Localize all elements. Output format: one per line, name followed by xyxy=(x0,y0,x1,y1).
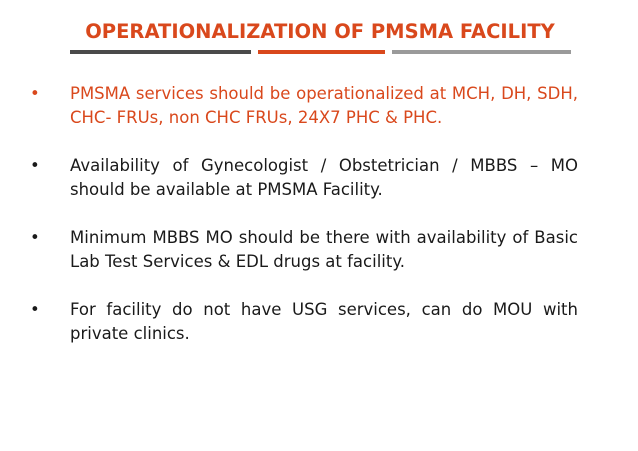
bullet-item xyxy=(30,82,578,130)
bullet-dot-icon: • xyxy=(30,228,40,247)
title-underline-gray xyxy=(392,50,571,54)
bullet-text: Minimum MBBS MO should be there with availability of Basic Lab Test Services & EDL drugs at facility. xyxy=(70,228,578,271)
bullet-dot-icon: • xyxy=(30,156,40,175)
title-underline-dark xyxy=(70,50,251,54)
bullet-dot-icon: • xyxy=(30,84,40,103)
slide-title: OPERATIONALIZATION OF PMSMA FACILITY xyxy=(85,20,555,43)
bullet-list xyxy=(30,82,578,370)
bullet-text: PMSMA services should be operationalized at MCH, DH, SDH, CHC- FRUs, non CHC FRUs, 24X7 PHC & PHC. xyxy=(70,84,578,127)
title-underline-accent xyxy=(258,50,385,54)
bullet-item xyxy=(30,226,578,274)
bullet-text: For facility do not have USG services, can do MOU with private clinics. xyxy=(70,300,578,343)
bullet-dot-icon: • xyxy=(30,300,40,319)
bullet-text: Availability of Gynecologist / Obstetrician / MBBS – MO should be available at PMSMA Facility. xyxy=(70,156,578,199)
bullet-item xyxy=(30,154,578,202)
bullet-item xyxy=(30,298,578,346)
